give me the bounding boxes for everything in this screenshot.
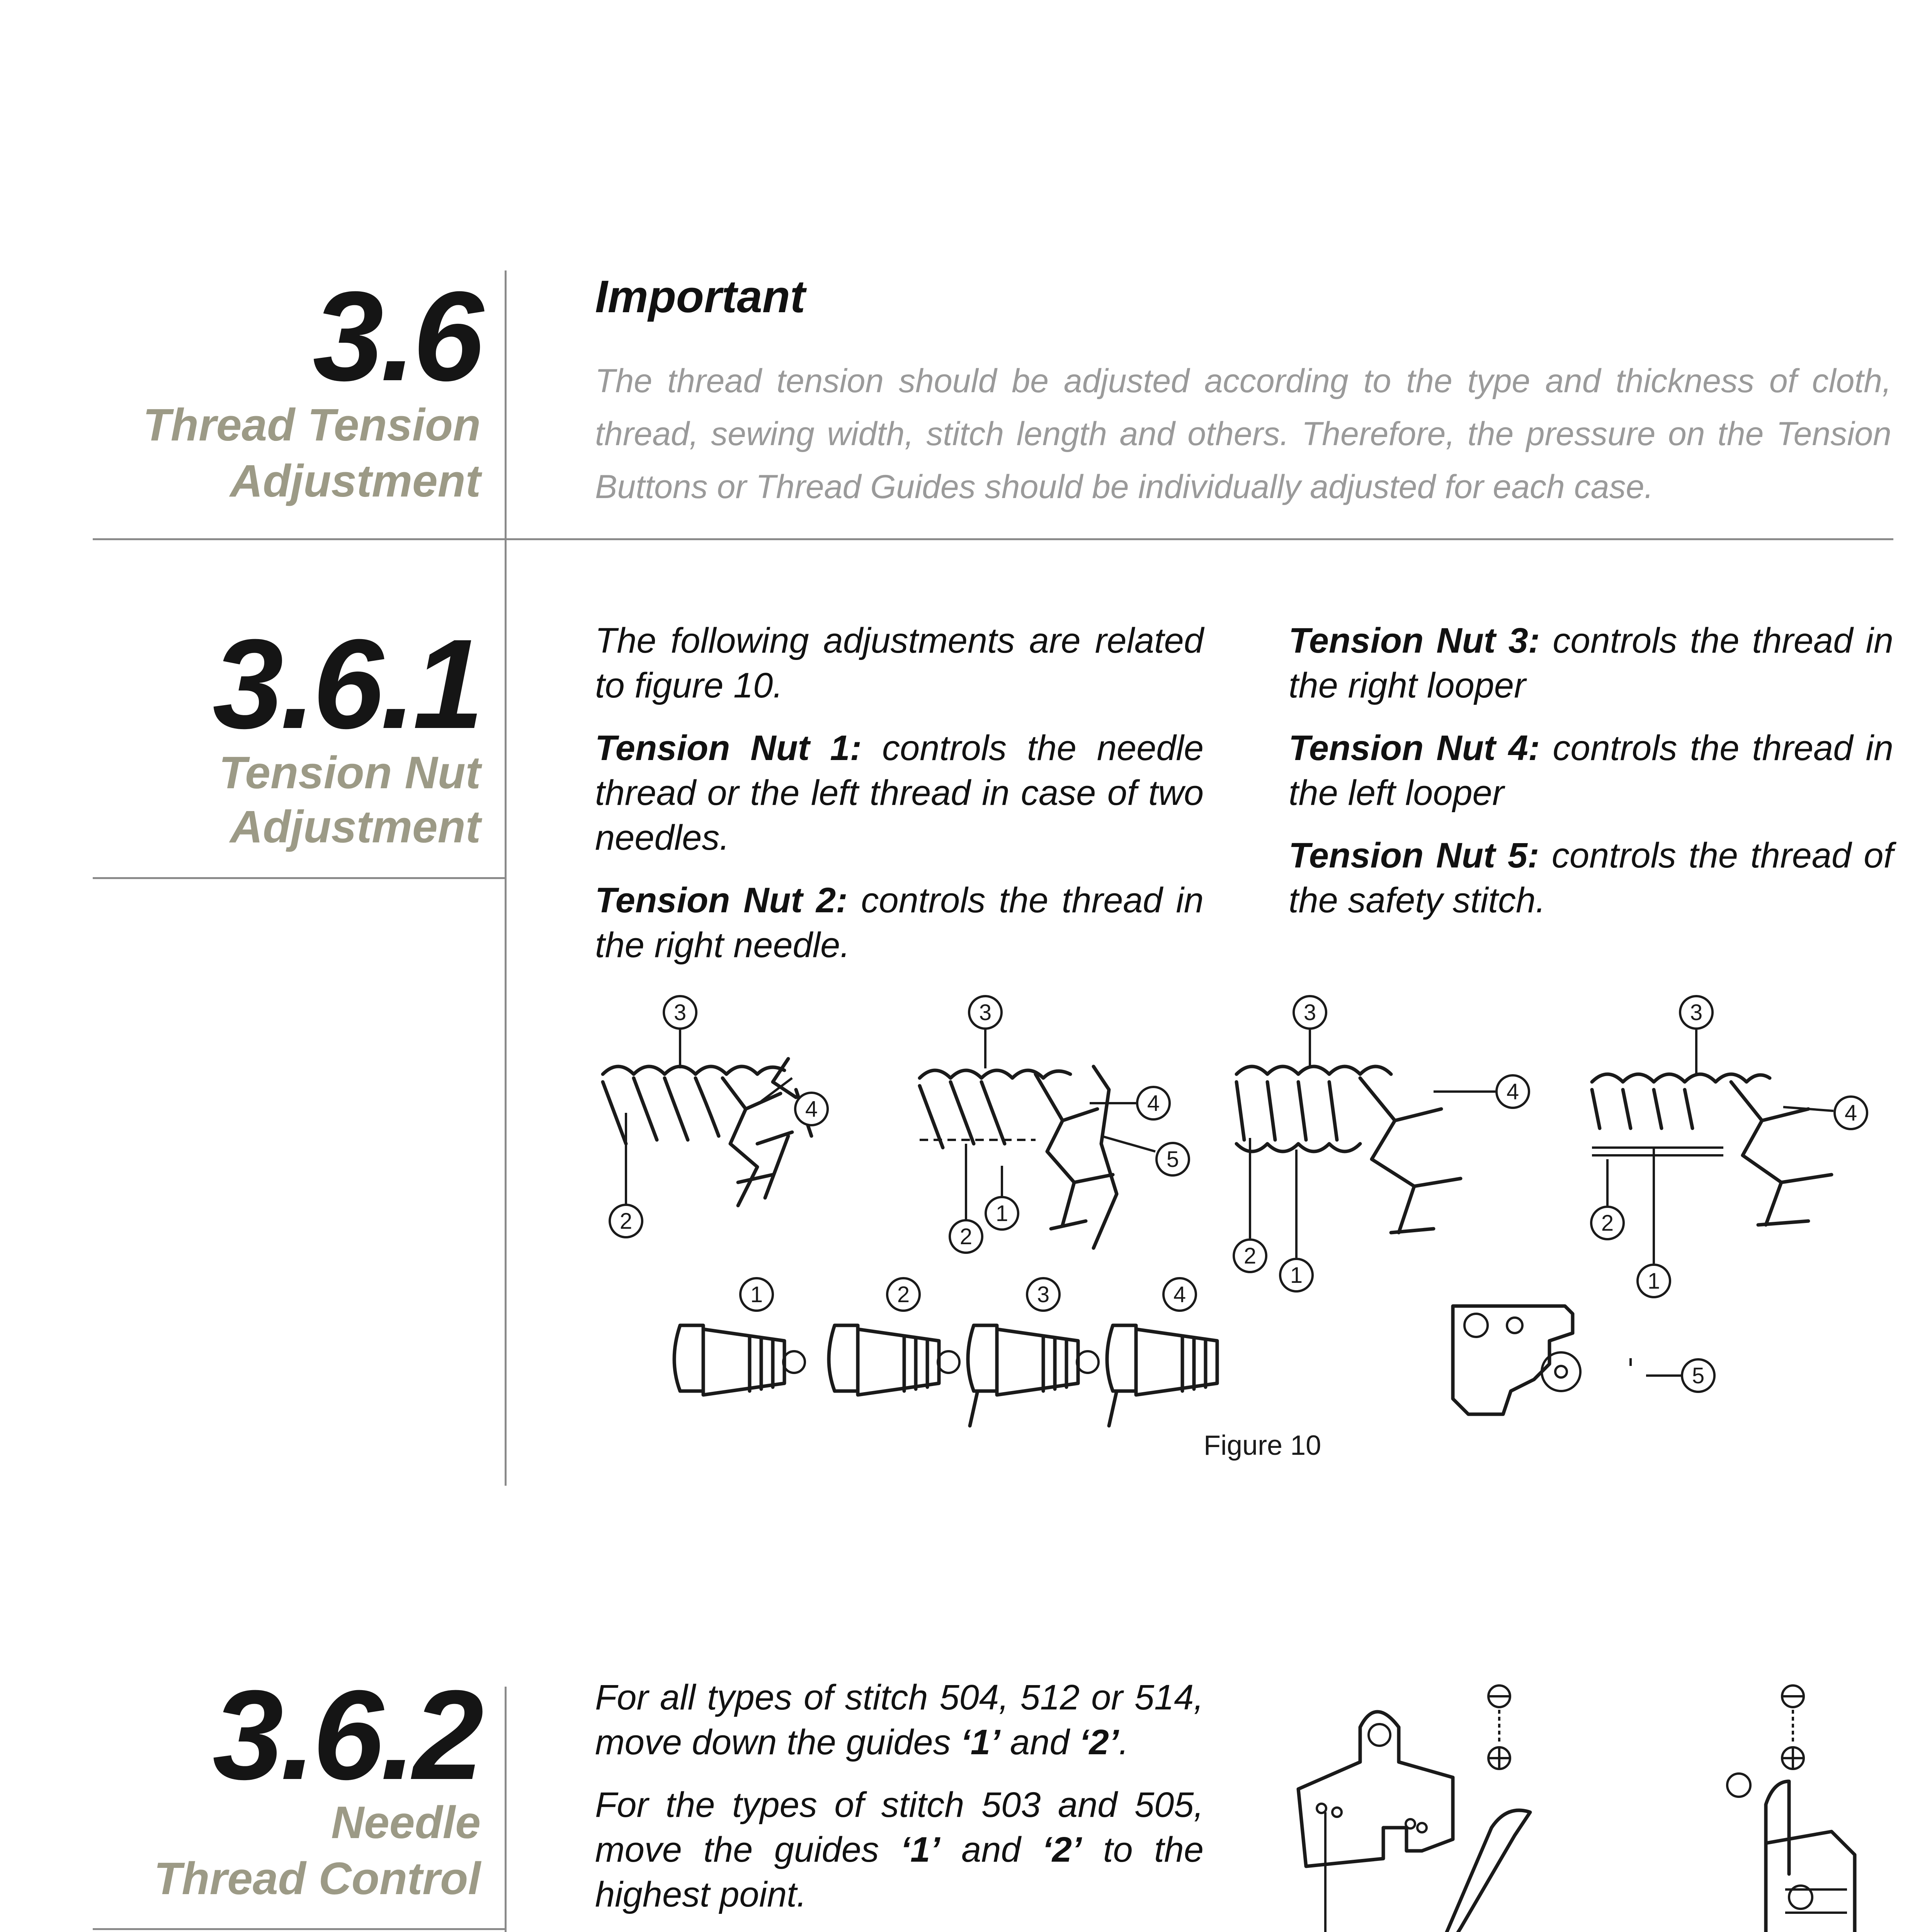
stitch-diagram-a [603,1059,811,1206]
svg-text:1: 1 [750,1282,763,1307]
svg-text:1: 1 [995,1201,1009,1226]
section-title-3-6-1-line1: Tension Nut [219,747,481,798]
section-title-3-6-line1: Thread Tension [143,400,481,451]
callout-3-d [1680,996,1713,1029]
callout-nut-5 [1682,1359,1714,1392]
svg-text:3: 3 [1690,1000,1703,1025]
svg-text:4: 4 [1506,1079,1519,1104]
callout-4-b [1137,1087,1170,1119]
tension-nut-4: Tension Nut 4: controls the thread in the left looper [1289,728,1893,813]
svg-text:2: 2 [897,1282,910,1307]
callout-3-c [1294,996,1326,1029]
figure-10-caption: Figure 10 [1204,1430,1321,1461]
svg-text:2: 2 [1601,1211,1614,1236]
section-title-3-6-line2: Adjustment [230,456,481,507]
svg-text:3: 3 [673,1000,687,1025]
callout-3-b [969,996,1002,1029]
svg-text:4: 4 [1173,1282,1186,1307]
callout-4-c [1497,1075,1529,1108]
svg-text:5: 5 [1166,1147,1179,1172]
svg-text:3: 3 [1037,1282,1050,1307]
svg-text:3: 3 [979,1000,992,1025]
needle-control-para1: For all types of stitch 504, 512 or 514, move down the guides ‘1’ and ‘2’. [595,1678,1204,1762]
divider-3-6-1 [93,877,506,879]
plus-minus-symbols [1311,1685,1804,1932]
vertical-rule-bottom [505,1687,507,1932]
callout-2-d [1591,1207,1624,1239]
callout-nut-3 [1027,1278,1060,1311]
callout-1-b [986,1197,1018,1230]
callout-3-a [664,996,696,1029]
callout-2-a [610,1205,642,1237]
vertical-rule-top [505,270,507,1486]
svg-text:3: 3 [1303,1000,1316,1025]
stitch-diagram-c [1236,1066,1461,1233]
svg-text:5: 5 [1692,1363,1705,1388]
callout-2-c [1234,1240,1266,1272]
svg-text:2: 2 [619,1209,633,1234]
section-number-3-6-1: 3.6.1 [213,612,481,755]
stitch-diagram-d [1592,1074,1832,1225]
callout-4-a [795,1093,828,1125]
section-number-3-6: 3.6 [313,265,481,407]
svg-text:2: 2 [959,1224,973,1249]
section-title-3-6-1-line2: Adjustment [230,801,481,852]
svg-text:1: 1 [1290,1263,1303,1288]
section-title-3-6-2-line2: Thread Control [154,1853,481,1904]
divider-3-6 [93,538,1893,540]
callout-nut-2 [887,1278,920,1311]
tension-nut-right-column [1289,618,1893,940]
needle-control-text [595,1675,1204,1932]
tension-nut-2: Tension Nut 2: controls the thread in the right needle. [595,881,1204,965]
svg-text:2: 2 [1243,1243,1257,1269]
tension-nut-1: Tension Nut 1: controls the needle thread or the left thread in case of two needles. [595,728,1204,857]
callout-1-c [1280,1259,1313,1291]
svg-text:1: 1 [1647,1269,1660,1294]
important-body: The thread tension should be adjusted according to the type and thickness of cloth, thread, sewing width, stitch length and others. Therefore, the pressure on the Tension Buttons or Thread Guides should be individually adjusted for each case. [595,362,1891,505]
divider-3-6-2 [93,1928,506,1930]
section-number-3-6-2: 3.6.2 [213,1663,481,1806]
figure-10-illustration [580,989,1917,1445]
figure-11-illustration [1275,1665,1893,1932]
stitch-diagram-b [920,1066,1117,1248]
svg-text:4: 4 [805,1097,818,1122]
callout-4-d [1835,1097,1867,1129]
svg-text:4: 4 [1147,1091,1160,1116]
tension-nut-left-column [595,618,1204,985]
callout-nut-4 [1163,1278,1196,1311]
tension-nut-intro: The following adjustments are related to figure 10. [595,621,1204,705]
needle-control-para2: For the types of stitch 503 and 505, move the guides ‘1’ and ‘2’ to the highest point. [595,1785,1204,1914]
svg-text:4: 4 [1844,1100,1857,1126]
callout-1-d [1638,1265,1670,1297]
tension-nut-3: Tension Nut 3: controls the thread in the right looper [1289,621,1893,705]
callout-5-b [1156,1143,1189,1175]
callout-nut-1 [740,1278,773,1311]
tension-nut-5: Tension Nut 5: controls the thread of the safety stitch. [1289,836,1894,920]
important-heading: Important [595,271,806,322]
tension-nut-drawings [674,1306,1580,1426]
callout-2-b [950,1220,982,1253]
section-title-3-6-2-line1: Needle [331,1797,481,1848]
